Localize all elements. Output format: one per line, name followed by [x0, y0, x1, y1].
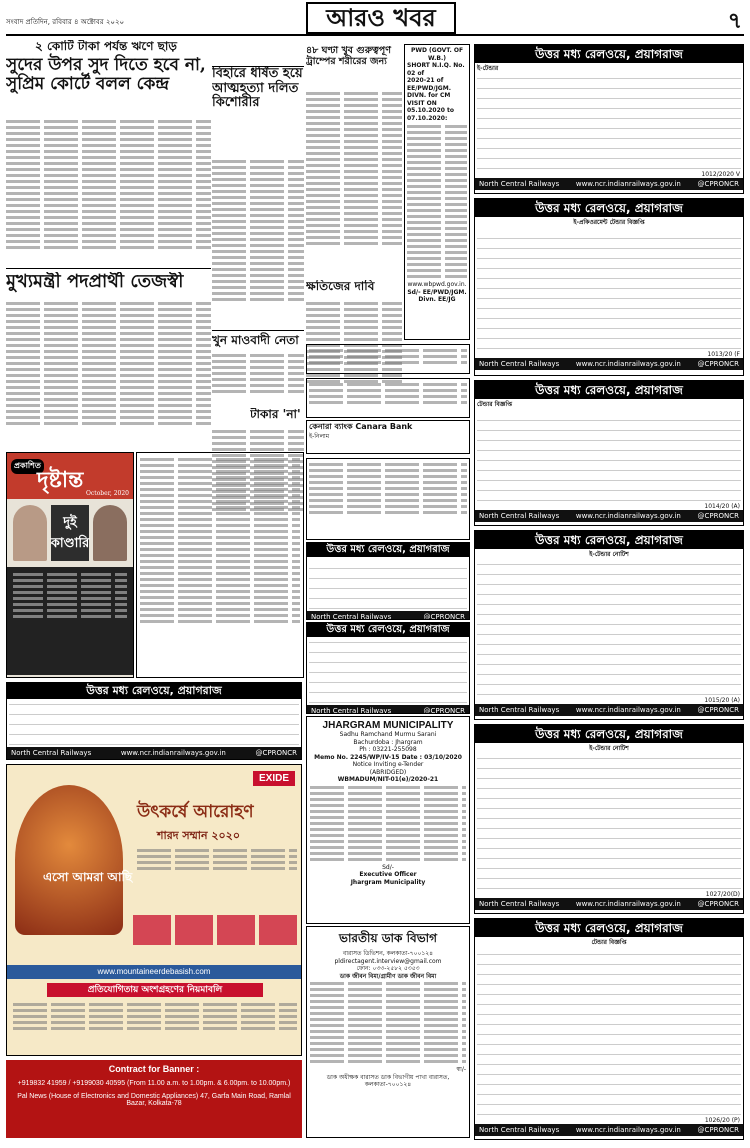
ncr-subtitle: ই-টেন্ডার	[477, 65, 499, 72]
pwd-site: www.wbpwd.gov.in.	[407, 281, 467, 288]
postal-phone: ফোন: ০৩৩-২৫৮২ ৫৩৫৩	[356, 965, 420, 972]
festival-ad	[6, 764, 302, 1056]
story-tejashwi-headline: মুখ্যমন্ত্রী পদপ্রার্থী তেজস্বী	[6, 272, 184, 292]
story-bihar-headline: বিহারে ধর্ষিত হয়ে আত্মহত্যা দলিত কিশোরীর	[212, 66, 303, 111]
story-trump	[306, 46, 402, 88]
jhargram-office: Jhargram Municipality	[350, 878, 426, 886]
festival-rules-button: প্রতিযোগিতায় অংশগ্রহণের নিয়মাবলি	[47, 983, 263, 997]
ncr-footer: North Central Railways www.ncr.indianrailways.gov.in @CPRONCR	[7, 747, 301, 759]
ncr-ad-mid-1	[306, 542, 470, 620]
ncr-ad-right-1	[474, 44, 744, 194]
magazine-contents	[7, 567, 133, 675]
canara-bank-ad	[306, 420, 470, 454]
magazine-ad	[6, 452, 134, 678]
jhargram-nit: Notice Inviting e-Tender	[352, 761, 424, 768]
ncr-header: উত্তর মধ্য রেলওয়ে, প্রয়াগরাজ	[475, 919, 743, 937]
ncr-footer: North Central Railways www.ncr.indianrailways.gov.in @CPRONCR	[475, 1124, 743, 1136]
ncr-ad-right-2	[474, 198, 744, 376]
contact-phone: +919832 41959 / +9199030 40595 (From 11.00 a.m. to 1.00pm. & 6.00pm. to 10.00pm.)	[17, 1080, 291, 1087]
pwd-line-4: DIVN. for CM VISIT ON	[407, 92, 451, 107]
jhargram-title: JHARGRAM MUNICIPALITY	[322, 720, 454, 731]
jhargram-phone: Ph : 03221-255098	[359, 746, 417, 753]
person-photo-2	[93, 505, 127, 561]
postal-line: ডাক জীবন বিমা/গ্রামীণ ডাক জীবন বিমা	[339, 972, 437, 980]
ncr-ad-right-6	[474, 918, 744, 1140]
story-claim-headline: ক্ষতিজের দাবি	[306, 280, 375, 293]
postal-sub: বারাসত ডিভিশন, কলকাতা-৭০০১২৪	[342, 950, 434, 957]
jhargram-notice	[306, 716, 470, 924]
ncr-ref: 1027/20(D)	[705, 890, 740, 898]
jhargram-officer: Executive Officer	[359, 871, 417, 878]
ncr-ref: 1012/2020 V	[701, 170, 740, 178]
jhargram-memo: Memo No. 2245/WP/IV-15 Date : 03/10/2020	[314, 753, 462, 761]
ncr-subtitle: ই-টেন্ডার নোটিশ	[589, 745, 629, 752]
ncr-ad-right-4	[474, 530, 744, 720]
notice-tender-small	[306, 378, 470, 418]
story-taka-headline: টাকার 'না'	[250, 408, 301, 421]
ncr-header: উত্তর মধ্য রেলওয়ে, প্রয়াগরাজ	[307, 543, 469, 557]
contact-banner	[6, 1060, 302, 1138]
person-photo-1	[13, 505, 47, 561]
postal-notice	[306, 926, 470, 1138]
pwd-sign: Sd/- EE/PWD/JGM. Divn. EE/JG	[407, 288, 467, 303]
story-maoist-body	[212, 352, 304, 404]
exide-logo: EXIDE	[253, 771, 295, 786]
ncr-ad-mid-2	[306, 622, 470, 714]
ncr-header: উত্তর মধ্য রেলওয়ে, প্রয়াগরাজ	[475, 725, 743, 743]
pwd-line-5: 05.10.2020 to 07.10.2020:	[407, 107, 455, 122]
postal-office: ডাক অধীক্ষক বারাসত ডাক বিভাগীয় পাখা বারাসত,	[326, 1073, 450, 1081]
ncr-footer: North Central Railways www.ncr.indianrailways.gov.in @CPRONCR	[475, 358, 743, 370]
magazine-month: October, 2020	[86, 490, 129, 497]
masthead-section-title: আরও খবর	[306, 2, 456, 34]
ncr-ad-right-3	[474, 380, 744, 526]
masthead	[6, 2, 744, 36]
magazine-photos	[7, 499, 133, 567]
story-bihar	[212, 66, 304, 160]
ncr-ref: 1013/20 (F	[707, 350, 740, 358]
magazine-side-text	[136, 452, 304, 678]
canara-tag: ই-নিলাম	[309, 432, 330, 440]
festival-url[interactable]: www.mountaineerdebasish.com	[7, 965, 301, 979]
story-trump-headline: ৪৮ ঘণ্টা খুব গুরুত্বপূর্ণ ট্রাম্পের শরীরের জন্য	[306, 46, 391, 67]
story-tejashwi-body	[6, 300, 211, 448]
ncr-header: উত্তর মধ্য রেলওয়ে, প্রয়াগরাজ	[475, 199, 743, 217]
story-kicker: ২ কোটি টাকা পর্যন্ত ঋণে ছাড়	[35, 40, 177, 53]
magazine-brand: দৃষ্টান্ত	[37, 467, 84, 493]
ncr-footer: North Central Railways www.ncr.indianrailways.gov.in @CPRONCR	[475, 178, 743, 190]
postal-title: ভারতীয় ডাক বিভাগ	[339, 931, 437, 945]
jhargram-sd: Sd/-	[382, 863, 394, 871]
pwd-line-2: SHORT N.I.Q. No. 02 of	[407, 62, 465, 77]
jhargram-addr2: Bachurdoba : Jhargram	[353, 738, 423, 746]
jhargram-addr: Sadhu Ramchand Murmu Sarani	[339, 731, 437, 738]
ncr-footer: North Central Railways @CPRONCR	[307, 611, 469, 620]
jhargram-nit2: (ABRIDGED)	[369, 768, 407, 776]
ncr-subtitle: ই-টেন্ডার নোটিশ	[589, 551, 629, 558]
masthead-dateline: সংবাদ প্রতিদিন, রবিবার ৪ অক্টোবর ২০২০	[6, 18, 125, 26]
ncr-ad-left	[6, 682, 302, 760]
story-trump-body	[306, 90, 402, 276]
notice-kolkata-band	[306, 344, 470, 374]
festival-sub: শারদ সম্মান ২০২০	[157, 829, 240, 842]
magazine-banner	[7, 453, 133, 499]
ncr-header: উত্তর মধ্য রেলওয়ে, প্রয়াগরাজ	[307, 623, 469, 637]
story-maoist-headline: খুন মাওবাদী নেতা	[212, 330, 304, 350]
ncr-ad-right-5	[474, 724, 744, 914]
page-number: ৭	[727, 8, 742, 34]
pwd-line-3: 2020-21 of EE/PWD/JGM.	[407, 77, 451, 92]
contact-title: Contract for Banner :	[108, 1064, 200, 1074]
ncr-subtitle: ই-প্রকিওরমেন্ট টেন্ডার বিজ্ঞপ্তি	[573, 219, 645, 226]
pwd-line-1: PWD (GOVT. OF W.B.)	[410, 47, 464, 62]
ncr-footer: North Central Railways www.ncr.indianrailways.gov.in @CPRONCR	[475, 898, 743, 910]
ncr-ref: 1015/20 (A)	[704, 696, 740, 704]
postal-pin: কলকাতা-৭০০১২৪	[364, 1081, 412, 1088]
jhargram-nit3: WBMADUM/NIT-01(e)/2020-21	[337, 776, 439, 783]
notice-tender-mid	[306, 458, 470, 540]
canara-name: কেনারা ব্যাংক Canara Bank	[309, 422, 413, 431]
ncr-ref: 1014/20 (A)	[704, 502, 740, 510]
postal-email: pldirectagent.interview@gmail.com	[334, 957, 442, 965]
festival-slogan: এসো আমরা আছি	[43, 870, 133, 884]
magazine-tag: প্রকাশিত	[11, 459, 44, 474]
ncr-footer: North Central Railways www.ncr.indianrailways.gov.in @CPRONCR	[475, 704, 743, 716]
festival-title: উৎকর্ষে আরোহণ	[137, 802, 254, 822]
magazine-cover-title: দুই কাণ্ডারি	[51, 505, 90, 561]
ncr-subtitle: টেন্ডার বিজ্ঞপ্তি	[477, 401, 513, 408]
ncr-ref: 1026/20 (P)	[704, 1116, 740, 1124]
ncr-footer: North Central Railways @CPRONCR	[307, 705, 469, 714]
ncr-subtitle: টেন্ডার বিজ্ঞপ্তি	[591, 939, 627, 946]
contact-address: Pal News (House of Electronics and Domestic Appliances) 47, Garfa Main Road, Ramlal Bazar, Kolkata-78	[17, 1093, 291, 1107]
ncr-header: উত্তর মধ্য রেলওয়ে, প্রয়াগরাজ	[475, 45, 743, 63]
ncr-header: উত্তর মধ্য রেলওয়ে, প্রয়াগরাজ	[475, 531, 743, 549]
ncr-footer: North Central Railways www.ncr.indianrailways.gov.in @CPRONCR	[475, 510, 743, 522]
ncr-header: উত্তর মধ্য রেলওয়ে, প্রয়াগরাজ	[475, 381, 743, 399]
postal-sign: স্বা/-	[456, 1066, 466, 1073]
sponsor-logos	[133, 915, 297, 945]
story-bihar-body	[212, 158, 304, 328]
story-body	[6, 118, 211, 266]
goddess-illustration	[15, 785, 123, 935]
ncr-header: উত্তর মধ্য রেলওয়ে, প্রয়াগরাজ	[7, 683, 301, 699]
story-loan-interest	[6, 40, 206, 114]
pwd-notice	[404, 44, 470, 340]
story-headline: সুদের উপর সুদ দিতে হবে না, সুপ্রিম কোর্টে বলল কেন্দ্র	[6, 55, 206, 95]
